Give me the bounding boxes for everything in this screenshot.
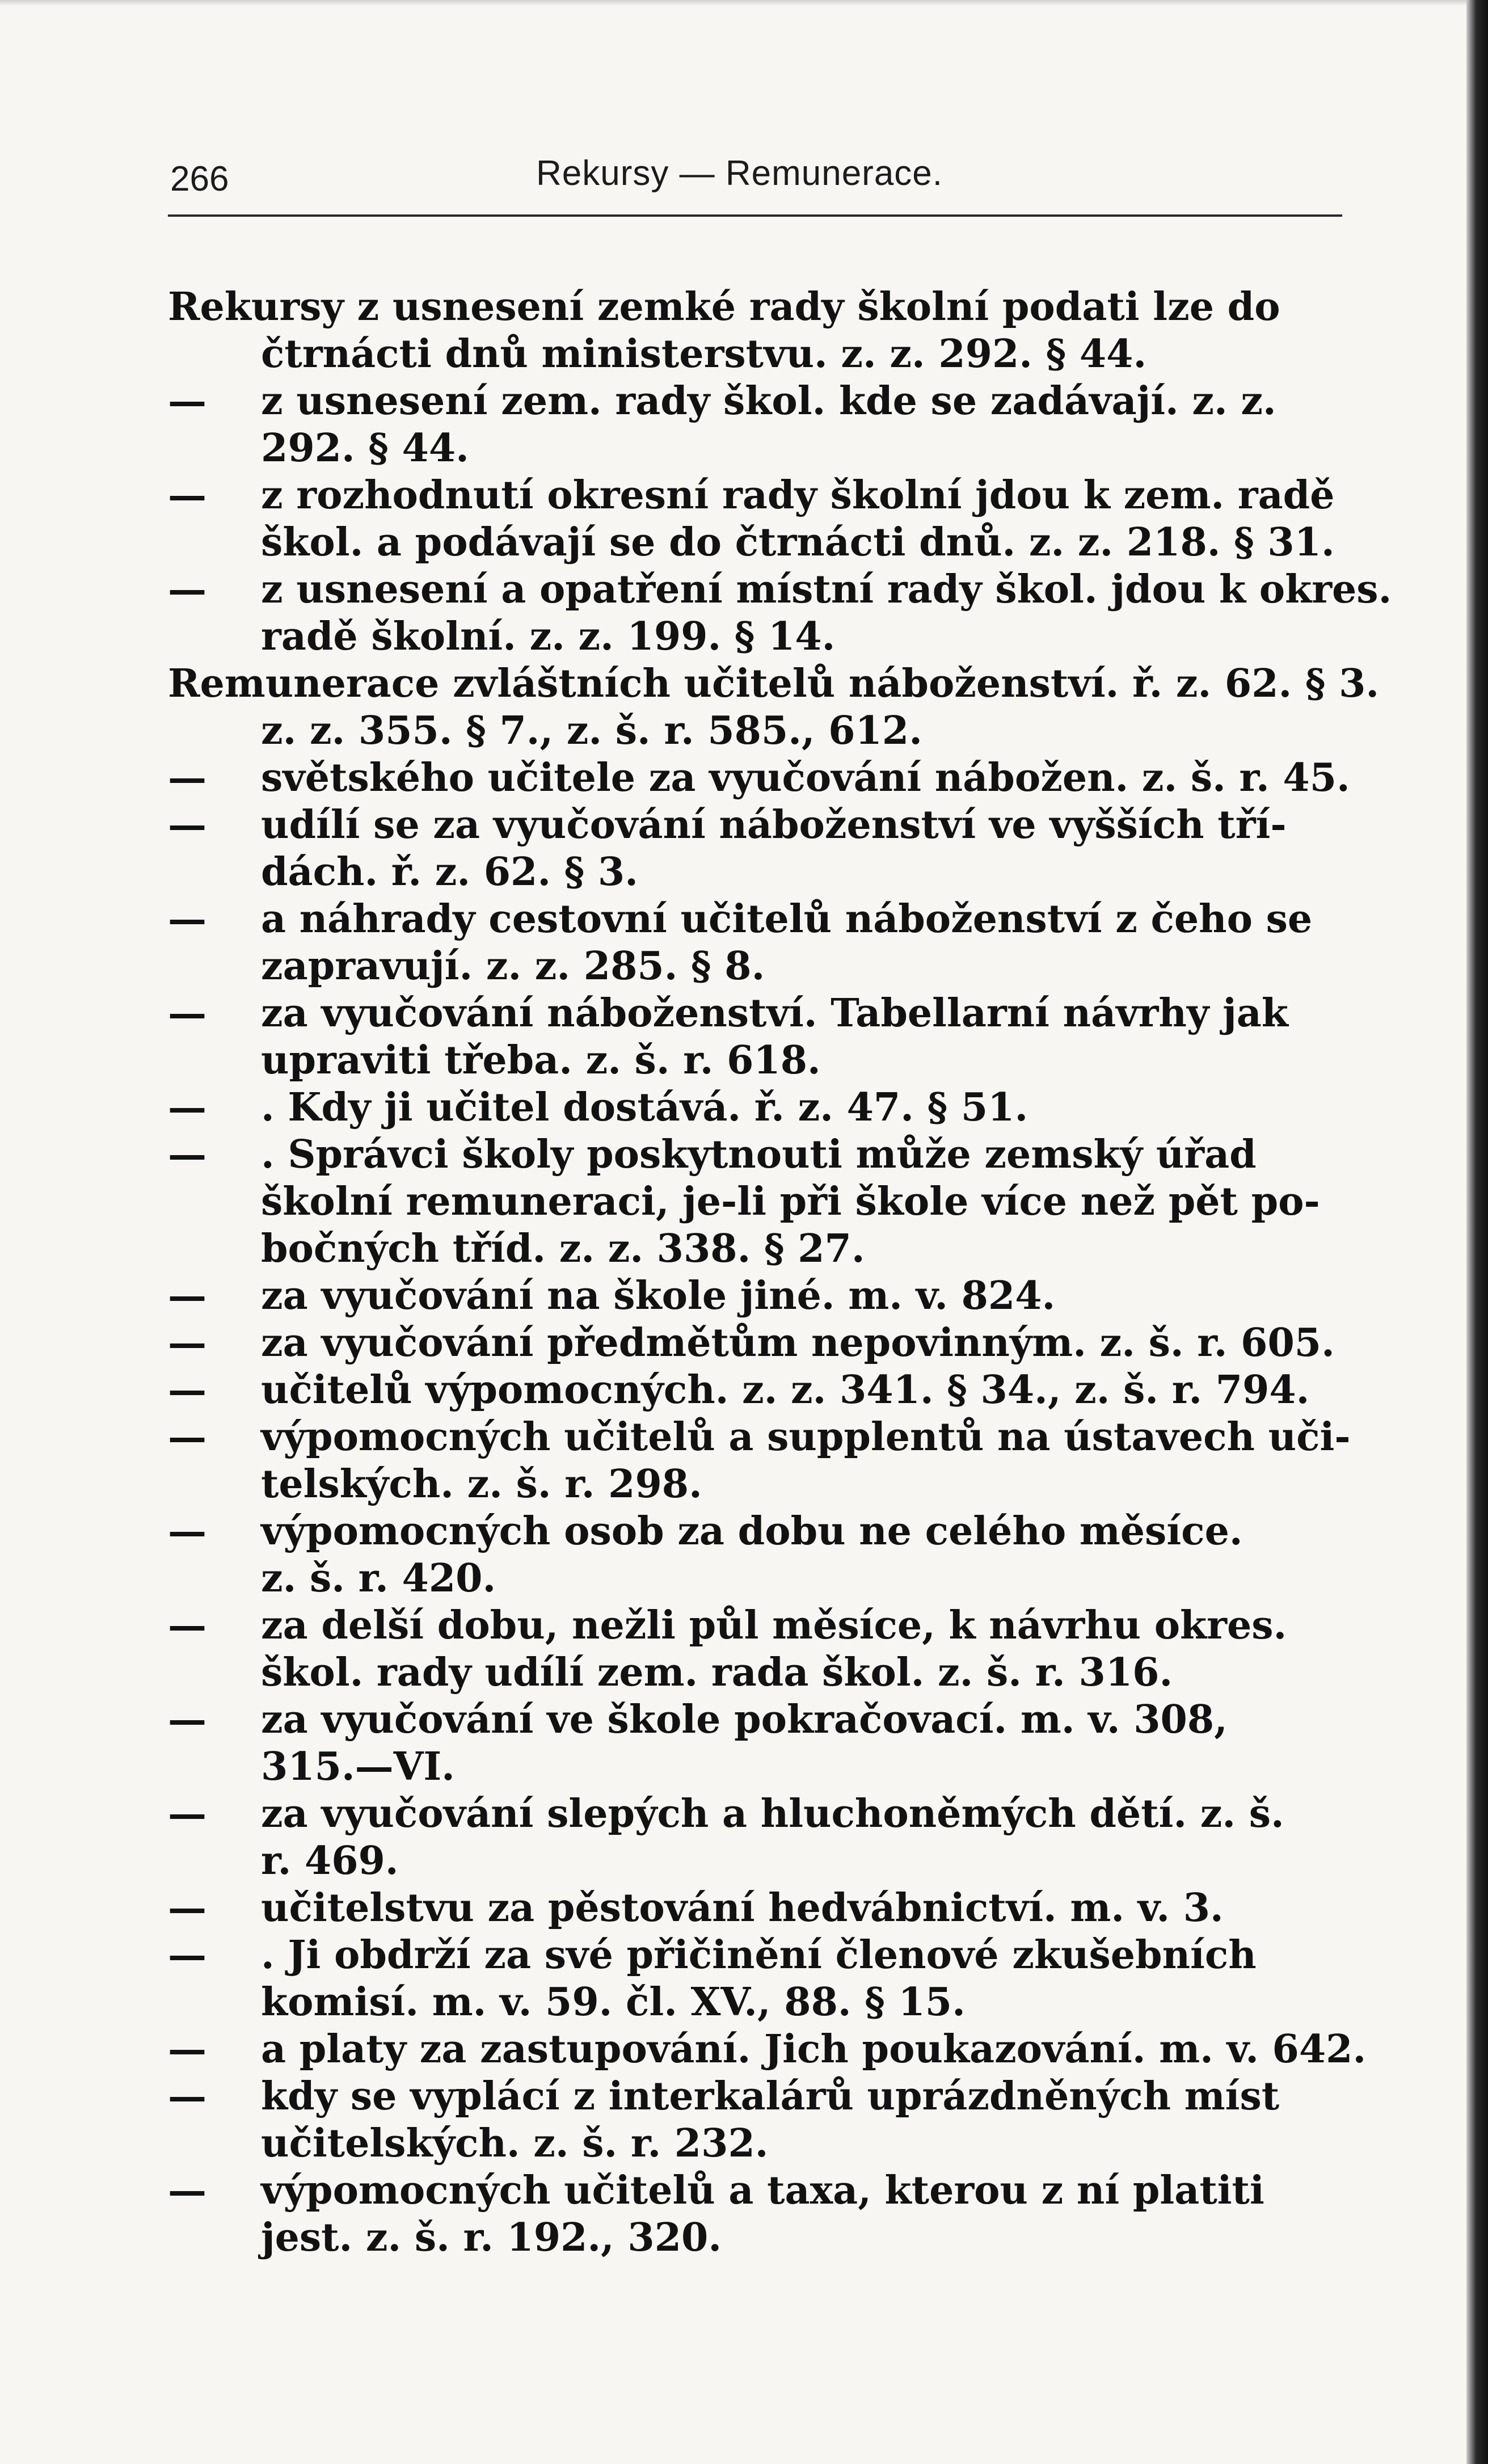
entry-text: Rekursy z usnesení zemké rady školní podati lze do bbox=[168, 284, 1280, 330]
sub-entry bbox=[168, 2026, 1367, 2073]
entry-text: udílí se za vyučování náboženství ve vyšších tří- bbox=[261, 802, 1287, 848]
entry-text: . Správci školy poskytnouti může zemský úřad bbox=[261, 1132, 1257, 1177]
entry-line bbox=[168, 1178, 1348, 1225]
entry-text: a platy za zastupování. Jich poukazování. m. v. 642. bbox=[261, 2027, 1367, 2072]
sub-entry bbox=[168, 2073, 1348, 2167]
sub-entry bbox=[168, 1508, 1348, 1602]
entry-dash: — bbox=[168, 755, 206, 801]
sub-entry bbox=[168, 990, 1348, 1084]
main-entry bbox=[168, 284, 1348, 378]
entry-text: z. z. 355. § 7., z. š. r. 585., 612. bbox=[261, 708, 922, 753]
entry-line bbox=[168, 755, 1348, 802]
sub-entry bbox=[168, 1084, 1348, 1131]
entry-line bbox=[168, 1743, 1348, 1791]
entry-line bbox=[168, 1131, 1348, 1178]
entry-text: škol. rady udílí zem. rada škol. z. š. r. 316. bbox=[261, 1650, 1173, 1695]
entry-line bbox=[168, 566, 1392, 613]
entry-line bbox=[168, 1084, 1348, 1131]
entry-text: za vyučování náboženství. Tabellarní návrhy jak bbox=[261, 991, 1288, 1036]
entry-text: z usnesení zem. rady škol. kde se zadávají. z. z. bbox=[261, 378, 1276, 424]
entry-dash: — bbox=[168, 896, 206, 942]
sub-entry bbox=[168, 1414, 1351, 1508]
sub-entry bbox=[168, 378, 1348, 472]
entry-dash: — bbox=[168, 1414, 206, 1460]
entry-text: Remunerace zvláštních učitelů náboženství. ř. z. 62. § 3. bbox=[168, 661, 1380, 706]
page-top-edge bbox=[0, 0, 1488, 6]
entry-dash: — bbox=[168, 1509, 206, 1554]
entry-line bbox=[168, 519, 1348, 566]
sub-entry bbox=[168, 1602, 1348, 1696]
entry-text: škol. a podávají se do čtrnácti dnů. z. z. 218. § 31. bbox=[261, 520, 1335, 565]
entry-text: radě školní. z. z. 199. § 14. bbox=[261, 614, 836, 659]
entry-line bbox=[168, 425, 1348, 472]
entry-line bbox=[168, 1932, 1348, 1979]
entry-dash: — bbox=[168, 1885, 206, 1931]
entry-line bbox=[168, 378, 1348, 425]
entry-line bbox=[168, 1508, 1348, 1555]
page-binding-edge bbox=[1466, 0, 1488, 2464]
entry-dash: — bbox=[168, 1320, 206, 1366]
entry-text: za delší dobu, nežli půl měsíce, k návrhu okres. bbox=[261, 1603, 1287, 1648]
entry-dash: — bbox=[168, 1085, 206, 1130]
sub-entry bbox=[168, 472, 1348, 566]
entry-text: upraviti třeba. z. š. r. 618. bbox=[261, 1038, 821, 1083]
entry-line bbox=[168, 2120, 1348, 2167]
entry-text: za vyučování ve škole pokračovací. m. v. 308, bbox=[261, 1697, 1228, 1742]
entry-line bbox=[168, 707, 1348, 755]
entry-text: výpomocných učitelů a supplentů na ústavech uči- bbox=[261, 1414, 1351, 1460]
sub-entry bbox=[168, 566, 1392, 660]
entry-text: učitelských. z. š. r. 232. bbox=[261, 2121, 769, 2166]
entry-text: bočných tříd. z. z. 338. § 27. bbox=[261, 1226, 865, 1271]
entry-line bbox=[168, 1320, 1348, 1367]
sub-entry bbox=[168, 802, 1348, 896]
entry-text: r. 469. bbox=[261, 1838, 399, 1884]
entry-line bbox=[168, 1885, 1348, 1932]
entry-line bbox=[168, 613, 1348, 660]
entry-line bbox=[168, 802, 1348, 849]
entry-dash: — bbox=[168, 1367, 206, 1413]
entry-line bbox=[168, 2026, 1367, 2073]
sub-entry bbox=[168, 1320, 1348, 1367]
entry-line bbox=[168, 2167, 1348, 2214]
entry-text: za vyučování předmětům nepovinným. z. š. r. 605. bbox=[261, 1320, 1335, 1366]
sub-entry bbox=[168, 755, 1348, 802]
entry-line bbox=[168, 1696, 1348, 1743]
sub-entry bbox=[168, 1696, 1348, 1791]
sub-entry bbox=[168, 1932, 1348, 2026]
running-title: Rekursy — Remunerace. bbox=[536, 154, 943, 193]
entry-dash: — bbox=[168, 991, 206, 1036]
entry-line bbox=[168, 2073, 1348, 2120]
entry-text: komisí. m. v. 59. čl. XV., 88. § 15. bbox=[261, 1979, 966, 2025]
entry-line bbox=[168, 2214, 1348, 2261]
entry-text: z rozhodnutí okresní rady školní jdou k zem. radě bbox=[261, 473, 1335, 518]
page-number: 266 bbox=[170, 159, 229, 199]
entry-dash: — bbox=[168, 2074, 206, 2119]
entry-text: 292. § 44. bbox=[261, 426, 469, 471]
entry-text: a náhrady cestovní učitelů náboženství z čeho se bbox=[261, 896, 1313, 942]
entry-line bbox=[168, 1791, 1348, 1838]
entry-dash: — bbox=[168, 2027, 206, 2072]
entry-text: . Kdy ji učitel dostává. ř. z. 47. § 51. bbox=[261, 1085, 1028, 1130]
sub-entry bbox=[168, 1367, 1348, 1414]
entry-line bbox=[168, 331, 1348, 378]
entry-text: zapravují. z. z. 285. § 8. bbox=[261, 944, 765, 989]
entry-text: telských. z. š. r. 298. bbox=[261, 1461, 702, 1507]
entry-dash: — bbox=[168, 1132, 206, 1177]
entry-line bbox=[168, 990, 1348, 1037]
entry-line bbox=[168, 1979, 1348, 2026]
entry-text: čtrnácti dnů ministerstvu. z. z. 292. § 44. bbox=[261, 331, 1147, 377]
header-rule bbox=[168, 214, 1342, 217]
entry-text: výpomocných učitelů a taxa, kterou z ní platiti bbox=[261, 2168, 1264, 2213]
entry-text: za vyučování na škole jiné. m. v. 824. bbox=[261, 1273, 1056, 1319]
sub-entry bbox=[168, 1791, 1348, 1885]
entry-dash: — bbox=[168, 1697, 206, 1742]
entry-line bbox=[168, 284, 1348, 331]
sub-entry bbox=[168, 896, 1348, 990]
entry-text: z. š. r. 420. bbox=[261, 1556, 496, 1601]
entry-text: světského učitele za vyučování nábožen. z. š. r. 45. bbox=[261, 755, 1350, 801]
entry-line bbox=[168, 1367, 1348, 1414]
entry-text: školní remuneraci, je-li při škole více než pět po- bbox=[261, 1179, 1320, 1224]
sub-entry bbox=[168, 2167, 1348, 2261]
entry-line bbox=[168, 1649, 1348, 1696]
entry-line bbox=[168, 943, 1348, 990]
entry-dash: — bbox=[168, 378, 206, 424]
entry-line bbox=[168, 1414, 1351, 1461]
entry-line bbox=[168, 896, 1348, 943]
entry-dash: — bbox=[168, 473, 206, 518]
main-entry bbox=[168, 660, 1380, 755]
entry-dash: — bbox=[168, 1791, 206, 1837]
entry-text: učitelstvu za pěstování hedvábnictví. m. v. 3. bbox=[261, 1885, 1224, 1931]
sub-entry bbox=[168, 1273, 1348, 1320]
entry-text: 315.—VI. bbox=[261, 1744, 455, 1789]
entry-dash: — bbox=[168, 802, 206, 848]
entry-text: dách. ř. z. 62. § 3. bbox=[261, 849, 638, 895]
entry-line bbox=[168, 1461, 1348, 1508]
entry-text: . Ji obdrží za své přičinění členové zkušebních bbox=[261, 1932, 1257, 1978]
sub-entry bbox=[168, 1131, 1348, 1273]
entry-text: z usnesení a opatření místní rady škol. jdou k okres. bbox=[261, 567, 1392, 612]
entry-text: jest. z. š. r. 192., 320. bbox=[261, 2215, 722, 2260]
entry-text: za vyučování slepých a hluchoněmých dětí. z. š. bbox=[261, 1791, 1284, 1837]
entry-dash: — bbox=[168, 2168, 206, 2213]
entry-line bbox=[168, 1602, 1348, 1649]
entry-line bbox=[168, 1273, 1348, 1320]
entry-dash: — bbox=[168, 1932, 206, 1978]
entry-line bbox=[168, 1555, 1348, 1602]
entry-line bbox=[168, 1037, 1348, 1084]
entry-text: učitelů výpomocných. z. z. 341. § 34., z. š. r. 794. bbox=[261, 1367, 1310, 1413]
entry-line bbox=[168, 1838, 1348, 1885]
entry-dash: — bbox=[168, 1273, 206, 1319]
entry-line bbox=[168, 849, 1348, 896]
page-header bbox=[170, 153, 1339, 204]
entry-text: kdy se vyplácí z interkalárů uprázdněných míst bbox=[261, 2074, 1280, 2119]
entry-line bbox=[168, 660, 1380, 707]
entry-dash: — bbox=[168, 1603, 206, 1648]
entry-text: výpomocných osob za dobu ne celého měsíce. bbox=[261, 1509, 1243, 1554]
entry-dash: — bbox=[168, 567, 206, 612]
index-entries bbox=[168, 284, 1392, 2261]
entry-line bbox=[168, 472, 1348, 519]
entry-line bbox=[168, 1225, 1348, 1273]
sub-entry bbox=[168, 1885, 1348, 1932]
